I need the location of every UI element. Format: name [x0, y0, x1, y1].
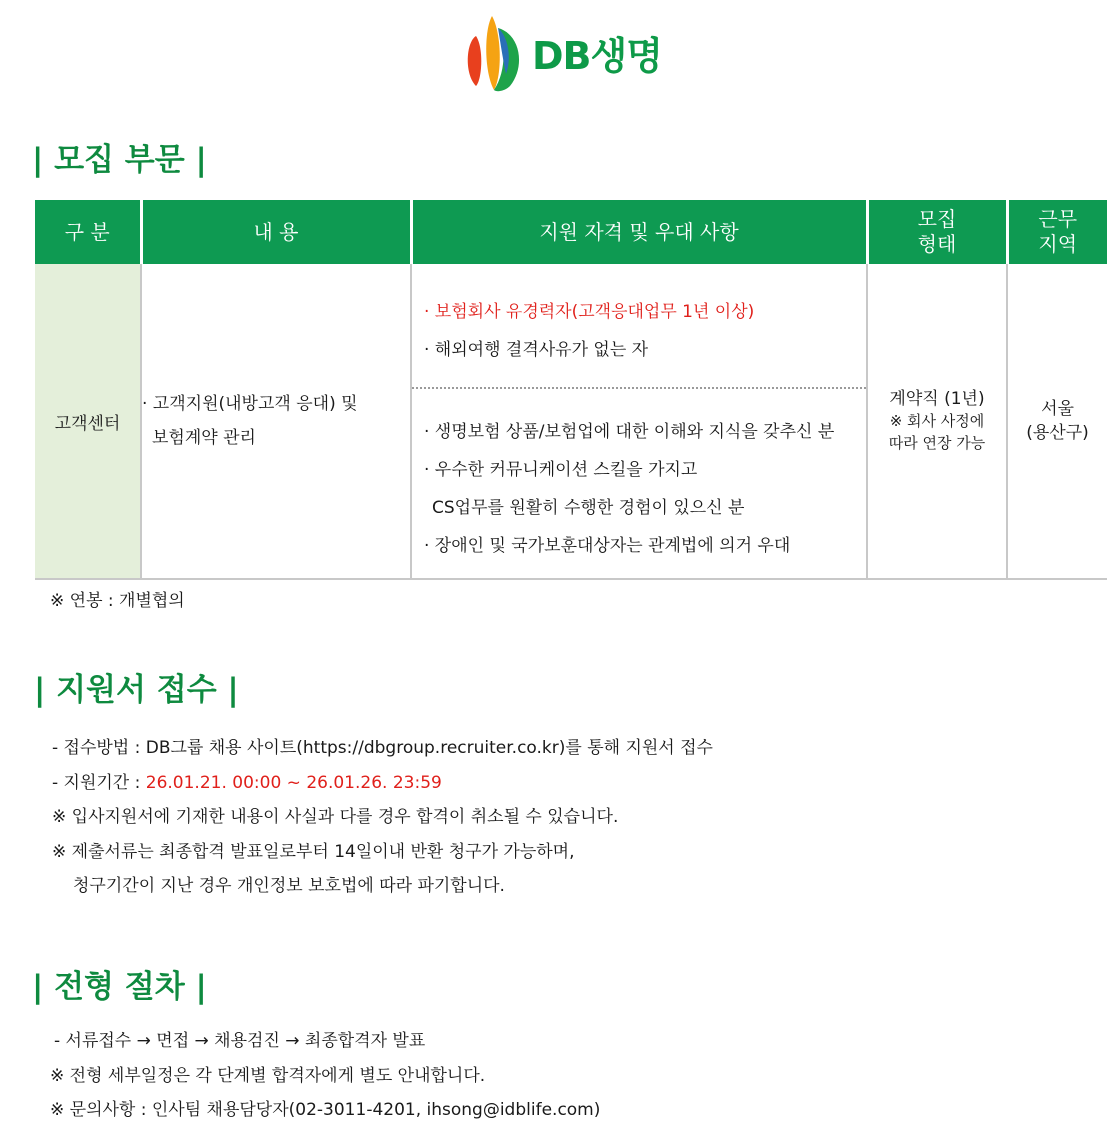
apply-period: [52, 772, 442, 794]
apply-period-value: 26.01.21. 00:00 ~ 26.01.26. 23:59: [145, 773, 442, 793]
location-city: 서울: [1041, 399, 1074, 419]
recruit-table: [35, 200, 1107, 580]
employment-type-cell: [867, 264, 1007, 579]
header-content: 내 용: [141, 200, 411, 264]
contact-note: ※ 문의사항 : 인사팀 채용담당자(02-3011-4201, ihsong@idblife.com): [50, 1100, 601, 1120]
qualifications-cell: [411, 264, 867, 579]
header-category: 구 분: [35, 200, 141, 264]
process-section-title: | 전형 절차 |: [32, 969, 207, 1005]
apply-section-title: | 지원서 접수 |: [34, 672, 239, 708]
process-steps: - 서류접수 → 면접 → 채용검진 → 최종합격자 발표: [54, 1031, 426, 1051]
location-district: (용산구): [1026, 423, 1089, 443]
qualification-item: · 생명보험 상품/보험업에 대한 이해와 지식을 갖추신 분: [424, 422, 835, 442]
apply-note: ※ 제출서류는 최종합격 발표일로부터 14일이내 반환 청구가 가능하며,: [52, 842, 575, 862]
qualification-item: · 장애인 및 국가보훈대상자는 관계법에 의거 우대: [424, 536, 791, 556]
employment-note: ※ 회사 사정에: [889, 412, 985, 430]
logo-text: DB생명: [532, 34, 662, 78]
qualification-item: · 보험회사 유경력자(고객응대업무 1년 이상): [424, 302, 755, 322]
location-cell: [1007, 264, 1107, 579]
apply-note: ※ 입사지원서에 기재한 내용이 사실과 다를 경우 합격이 취소될 수 있습니다.: [52, 807, 619, 827]
header-employment-type: 모집 형태: [867, 200, 1007, 264]
category-cell: 고객센터: [35, 264, 141, 579]
salary-note: ※ 연봉 : 개별협의: [50, 591, 185, 611]
employment-note: 따라 연장 가능: [888, 434, 986, 452]
content-line: 보험계약 관리: [152, 428, 256, 448]
recruit-section-title: | 모집 부문 |: [32, 142, 207, 178]
content-line: · 고객지원(내방고객 응대) 및: [142, 394, 358, 414]
employment-type: 계약직 (1년): [889, 389, 985, 409]
apply-period-label: - 지원기간 :: [52, 773, 146, 793]
apply-note: 청구기간이 지난 경우 개인정보 보호법에 따라 파기합니다.: [73, 876, 505, 896]
header-location: 근무 지역: [1007, 200, 1107, 264]
content-cell: [141, 264, 411, 579]
preferred-qualifications: [412, 389, 866, 577]
process-note: ※ 전형 세부일정은 각 단계별 합격자에게 별도 안내합니다.: [50, 1066, 486, 1086]
header-qualifications: 지원 자격 및 우대 사항: [411, 200, 867, 264]
required-qualifications: [412, 265, 866, 389]
apply-method: - 접수방법 : DB그룹 채용 사이트(https://dbgroup.recruiter.co.kr)를 통해 지원서 접수: [52, 738, 713, 758]
qualification-item: · 우수한 커뮤니케이션 스킬을 가지고: [424, 460, 698, 480]
qualification-item: CS업무를 원활히 수행한 경험이 있으신 분: [432, 498, 745, 518]
qualification-item: · 해외여행 결격사유가 없는 자: [424, 340, 649, 360]
